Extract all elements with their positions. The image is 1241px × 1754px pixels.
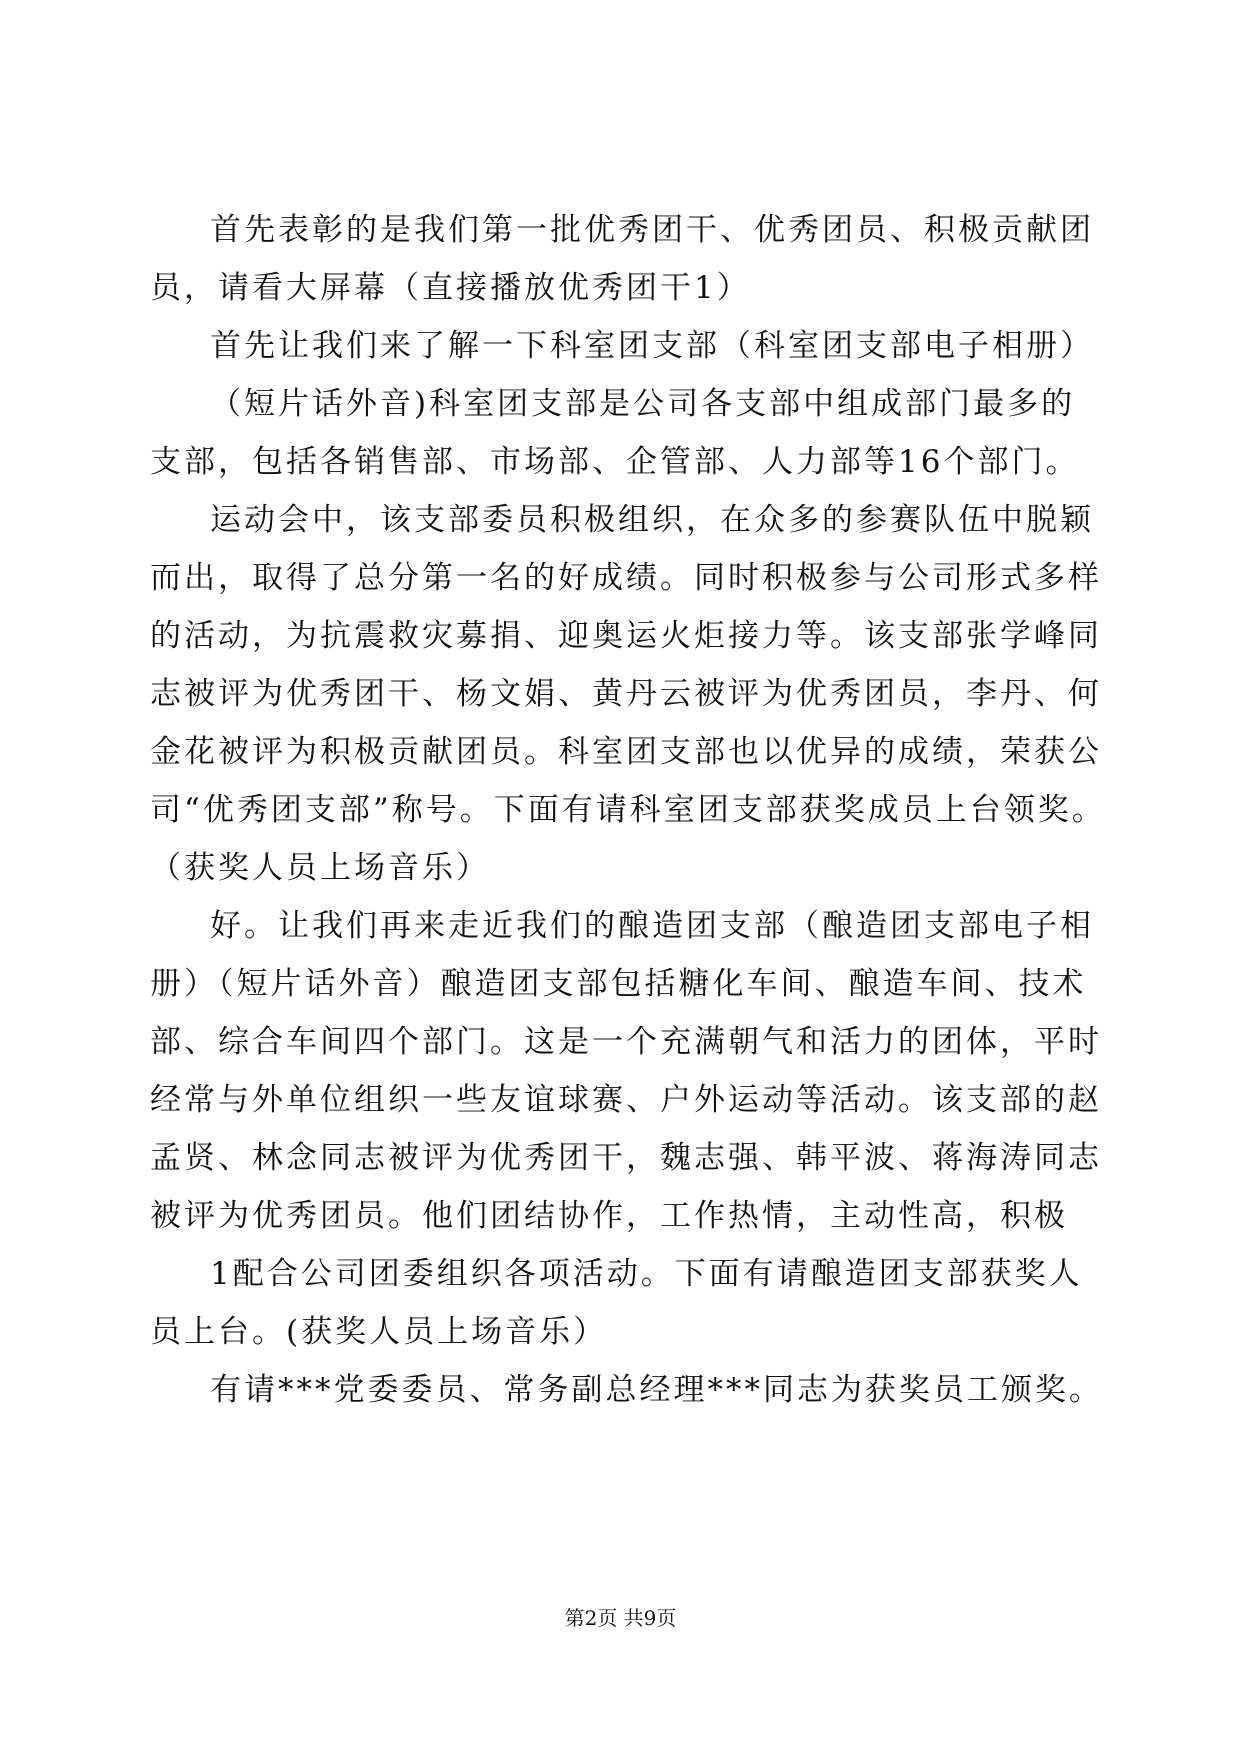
paragraph-line: 志被评为优秀团干、杨文娟、黄丹云被评为优秀团员，李丹、何	[150, 676, 1102, 712]
paragraph-line: 司“优秀团支部”称号。下面有请科室团支部获奖成员上台领奖。	[150, 792, 1106, 828]
paragraph-line: （短片话外音)科室团支部是公司各支部中组成部门最多的	[210, 386, 1076, 422]
paragraph-line: （获奖人员上场音乐）	[150, 850, 490, 886]
paragraph-line: 首先让我们来了解一下科室团支部（科室团支部电子相册）	[210, 328, 1094, 364]
paragraph-line: 运动会中，该支部委员积极组织，在众多的参赛队伍中脱颖	[210, 502, 1094, 538]
paragraph-line: 金花被评为积极贡献团员。科室团支部也以优异的成绩，荣获公	[150, 734, 1102, 770]
page-footer	[0, 1605, 1241, 1631]
paragraph-line: 1配合公司团委组织各项活动。下面有请酿造团支部获奖人	[210, 1256, 1083, 1292]
paragraph-line: 经常与外单位组织一些友谊球赛、户外运动等活动。该支部的赵	[150, 1082, 1102, 1118]
paragraph-line: 册）（短片话外音）酿造团支部包括糖化车间、酿造车间、技术	[150, 966, 1087, 1002]
paragraph-line: 的活动，为抗震救灾募捐、迎奥运火炬接力等。该支部张学峰同	[150, 618, 1102, 654]
paragraph-line: 首先表彰的是我们第一批优秀团干、优秀团员、积极贡献团	[210, 212, 1094, 248]
paragraph-line: 部、综合车间四个部门。这是一个充满朝气和活力的团体，平时	[150, 1024, 1102, 1060]
paragraph-line: 被评为优秀团员。他们团结协作，工作热情，主动性高，积极	[150, 1198, 1068, 1234]
paragraph-line: 员，请看大屏幕（直接播放优秀团干1）	[150, 270, 751, 306]
paragraph-line: 有请***党委委员、常务副总经理***同志为获奖员工颁奖。	[210, 1372, 1103, 1408]
paragraph-line: 而出，取得了总分第一名的好成绩。同时积极参与公司形式多样	[150, 560, 1102, 596]
paragraph-line: 好。让我们再来走近我们的酿造团支部（酿造团支部电子相	[210, 908, 1094, 944]
paragraph-line: 孟贤、林念同志被评为优秀团干，魏志强、韩平波、蒋海涛同志	[150, 1140, 1102, 1176]
paragraph-line: 支部，包括各销售部、市场部、企管部、人力部等16个部门。	[150, 444, 1080, 480]
paragraph-line: 员上台。(获奖人员上场音乐）	[150, 1314, 608, 1350]
page-number-label: 第2页 共9页	[564, 1606, 677, 1630]
